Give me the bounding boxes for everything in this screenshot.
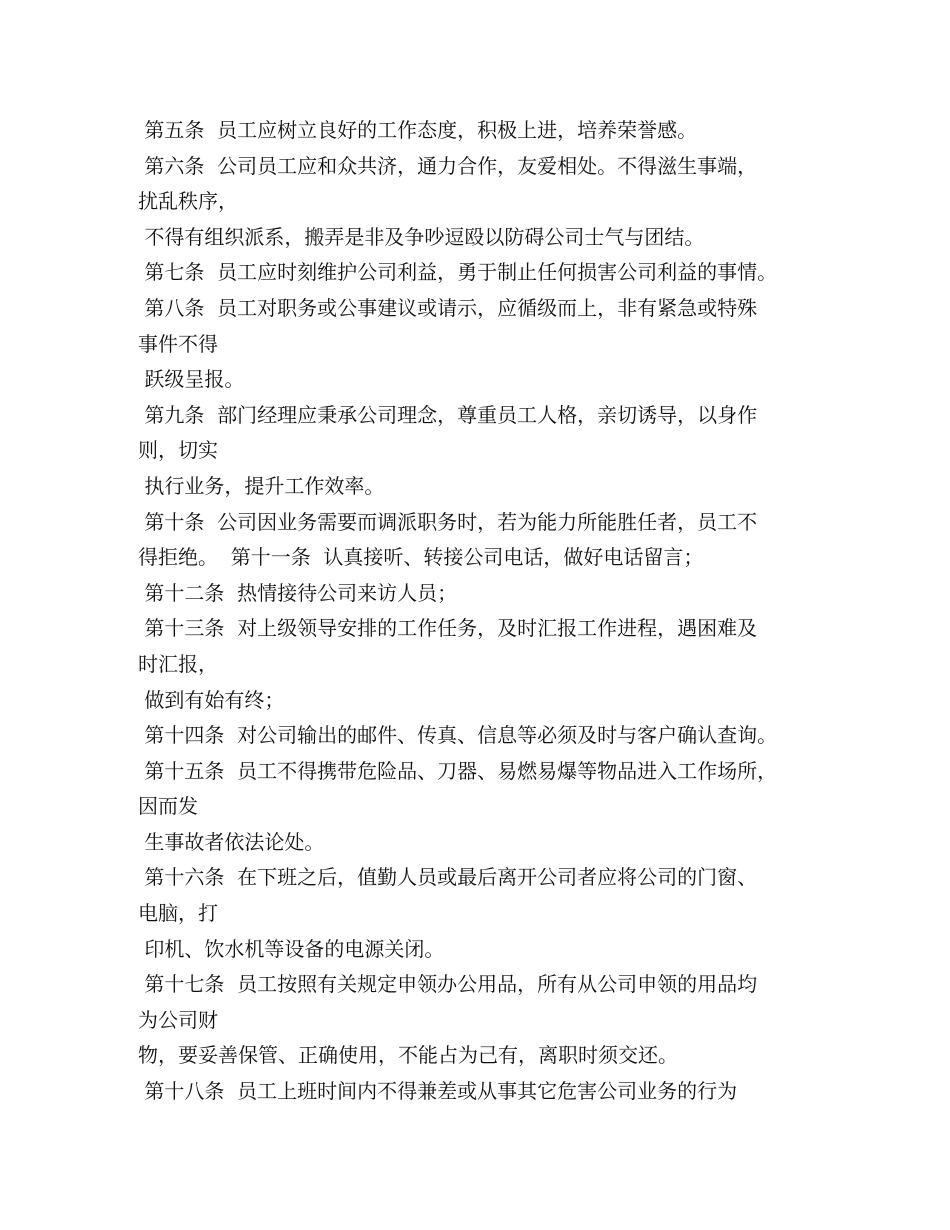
document-body <box>138 113 838 1110</box>
text-line: 执行业务，提升工作效率。 <box>138 473 385 498</box>
text-line: 因而发 <box>138 794 198 819</box>
text-line: 扰乱秩序， <box>138 189 238 214</box>
text-line: 第十八条 员工上班时间内不得兼差或从事其它危害公司业务的行为 <box>138 1079 738 1104</box>
text-line: 则，切实 <box>138 438 218 463</box>
text-line: 生事故者依法论处。 <box>138 829 325 854</box>
text-line: 跃级呈报。 <box>138 367 245 392</box>
text-line: 第九条 部门经理应秉承公司理念，尊重员工人格，亲切诱导，以身作 <box>138 402 758 427</box>
text-line: 第十六条 在下班之后，值勤人员或最后离开公司者应将公司的门窗、 <box>138 865 758 890</box>
text-line: 时汇报， <box>138 651 218 676</box>
text-line: 印机、饮水机等设备的电源关闭。 <box>138 936 445 961</box>
text-line: 第六条 公司员工应和众共济，通力合作，友爱相处。不得滋生事端， <box>138 153 758 178</box>
text-line: 为公司财 <box>138 1007 218 1032</box>
text-line: 第十二条 热情接待公司来访人员； <box>138 580 458 605</box>
text-line: 第十四条 对公司输出的邮件、传真、信息等必须及时与客户确认查询。 <box>138 723 778 748</box>
text-line: 物，要妥善保管、正确使用，不能占为己有，离职时须交还。 <box>138 1043 678 1068</box>
text-line: 第五条 员工应树立良好的工作态度，积极上进，培养荣誉感。 <box>138 118 698 142</box>
text-line: 第十五条 员工不得携带危险品、刀器、易燃易爆等物品进入工作场所， <box>138 758 778 783</box>
text-line: 得拒绝。 第十一条 认真接听、转接公司电话，做好电话留言； <box>138 545 704 570</box>
text-line: 电脑，打 <box>138 901 218 926</box>
text-line: 第八条 员工对职务或公事建议或请示，应循级而上，非有紧急或特殊 <box>138 295 758 320</box>
text-line: 做到有始有终； <box>138 687 285 712</box>
text-line: 第十七条 员工按照有关规定申领办公用品，所有从公司申领的用品均 <box>138 972 758 997</box>
text-line: 第七条 员工应时刻维护公司利益，勇于制止任何损害公司利益的事情。 <box>138 260 778 285</box>
text-line: 第十条 公司因业务需要而调派职务时，若为能力所能胜任者，员工不 <box>138 509 758 534</box>
text-line: 事件不得 <box>138 331 218 356</box>
text-line: 第十三条 对上级领导安排的工作任务，及时汇报工作进程，遇困难及 <box>138 616 758 641</box>
text-line: 不得有组织派系，搬弄是非及争吵逗殴以防碍公司士气与团结。 <box>138 224 705 249</box>
